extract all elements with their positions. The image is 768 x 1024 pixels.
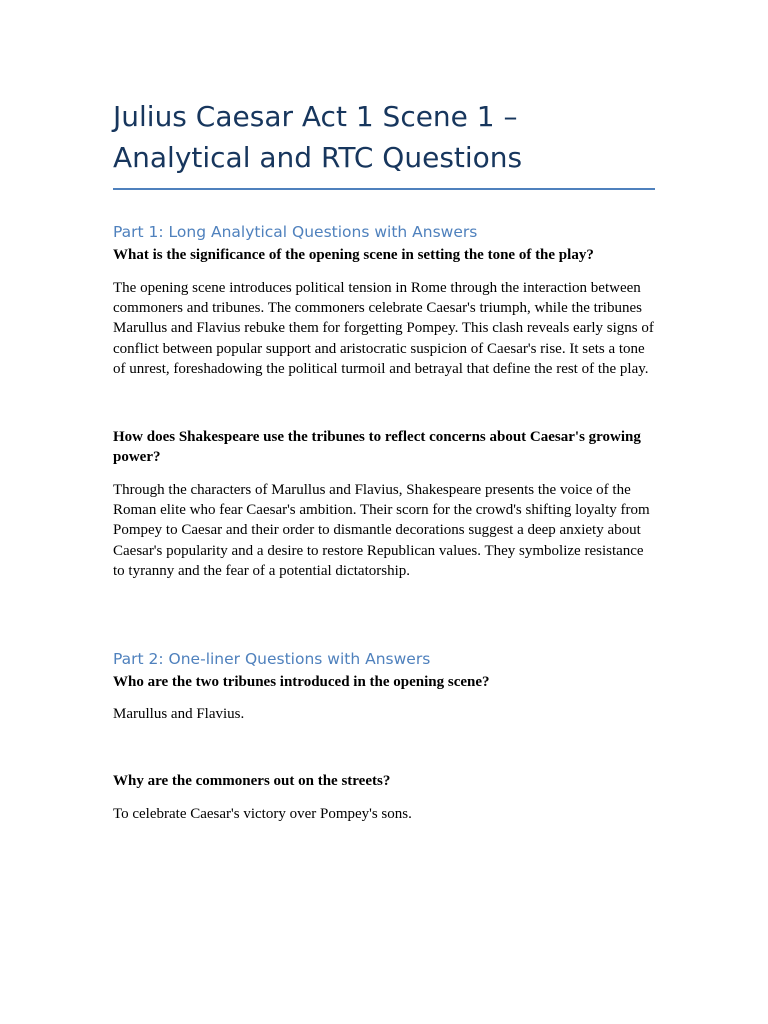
answer-2: Through the characters of Marullus and Flavius, Shakespeare presents the voice of the Roman elite who fear Caesar's ambition. Their scorn for the crowd's shifting loyalty from Pompey to Caesar and their order to dismantle decorations suggest a deep anxiety about Caesar's popularity and a desire to restore Republican values. They symbolize resistance to tyranny and the fear of a potential dictatorship. [113,481,650,580]
question-2: How does Shakespeare use the tribunes to reflect concerns about Caesar's growing power? [113,428,641,466]
document-title: Julius Caesar Act 1 Scene 1 – Analytical and RTC Questions [113,100,523,174]
answer-1: The opening scene introduces political tension in Rome through the interaction between commoners and tribunes. The commoners celebrate Caesar's triumph, while the tribunes Marullus and Flavius rebuke them for forgetting Pompey. This clash reveals early signs of conflict between popular support and aristocratic suspicion of Caesar's rise. It sets a tone of unrest, foreshadowing the political turmoil and betrayal that define the rest of the play. [113,279,654,378]
question-4: Why are the commoners out on the streets? [113,773,391,790]
answer-3: Marullus and Flavius. [113,706,245,723]
question-3: Who are the two tribunes introduced in the opening scene? [113,673,490,690]
section-heading-part-2: Part 2: One-liner Questions with Answers [113,649,431,668]
question-1: What is the significance of the opening scene in setting the tone of the play? [113,247,594,263]
title-divider [113,188,655,190]
section-heading-part-1: Part 1: Long Analytical Questions with Answers [113,223,478,241]
answer-4: To celebrate Caesar's victory over Pompey's sons. [113,805,412,822]
document-page [113,96,655,824]
